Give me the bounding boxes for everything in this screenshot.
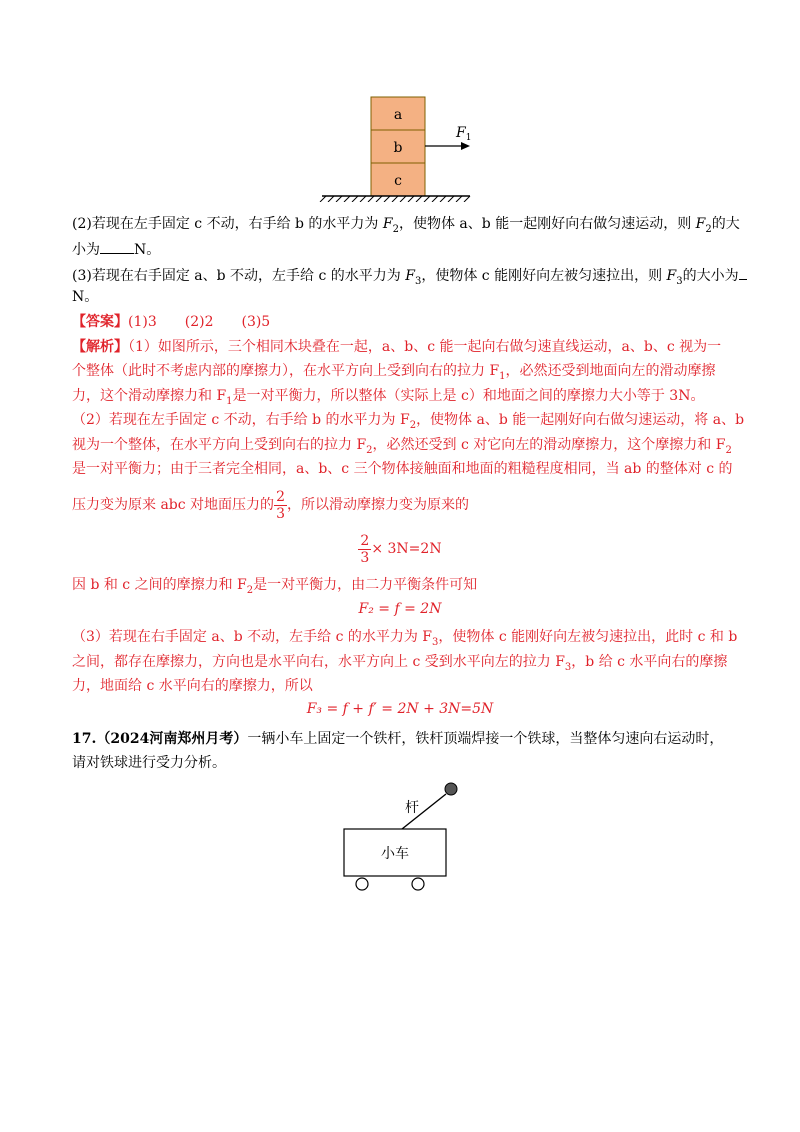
analysis-line6: 是一对平衡力；由于三者完全相同，a、b、c 三个物体接触面和地面的粗糙程度相同，当 ab 的整体对 c 的 (72, 461, 733, 477)
equation-1: $\frac{2}{3}$ × 3N=2N (360, 532, 442, 566)
answer-line (72, 312, 270, 332)
analysis-label: 【解析】 (72, 339, 128, 355)
answer-blank-3 (739, 265, 747, 280)
wheel-left (356, 878, 368, 890)
question-2-line1: (2)若现在左手固定 c 不动，右手给 b 的水平力为 $F_2$，使物体 a、b 能一起刚好向右做匀速运动，则 $F_2$的大 (72, 216, 740, 235)
block-a-label: a (393, 107, 403, 123)
svg-text:F1 (455, 125, 471, 143)
cart-figure (330, 774, 470, 894)
block-b-label: b (393, 140, 403, 156)
analysis-line10: 之间，都存在摩擦力，方向也是水平向右，水平方向上 c 受到水平向左的拉力 $F_3$，b 给 c 水平向右的摩擦 (72, 654, 728, 673)
rod-label: 杆 (405, 800, 419, 816)
stacked-blocks-figure (318, 90, 488, 202)
answer-blank-2 (100, 239, 134, 254)
force-sub: 1 (465, 133, 472, 143)
answer-label: 【答案】 (72, 314, 128, 330)
question-number: 17. (72, 731, 97, 747)
analysis-line4: （2）若现在左手固定 c 不动，右手给 b 的水平力为 $F_2$，使物体 a、b 能一起刚好向右做匀速运动，将 a、b (72, 412, 745, 431)
analysis-line9: （3）若现在右手固定 a、b 不动，左手给 c 的水平力为 $F_3$，使物体 c 能刚好向左被匀速拉出，此时 c 和 b (72, 629, 738, 648)
answer-text: (1)3 (2)2 (3)5 (128, 314, 271, 330)
analysis-line1: 【解析】（1）如图所示，三个相同木块叠在一起，a、b、c 能一起向右做匀速直线运动，a、b、c 视为一 (72, 339, 722, 355)
ground-hatch (320, 196, 470, 202)
analysis-line3: 力，这个滑动摩擦力和 $F_1$是一对平衡力，所以整体（实际上是 c）和地面之间的摩擦力大小等于 3N。 (72, 388, 705, 407)
question-17-line1: 17.（2024河南郑州月考）一辆小车上固定一个铁杆，铁杆顶端焊接一个铁球，当整体匀速向右运动时， (72, 731, 724, 747)
block-c-label: c (394, 173, 402, 189)
cart-label: 小车 (381, 846, 409, 862)
analysis-line11: 力，地面给 c 水平向右的摩擦力，所以 (72, 678, 313, 694)
question-source: （2024河南郑州月考） (96, 731, 248, 747)
question-3-line2: N。 (72, 289, 99, 305)
question-2-line2: 小为 N。 (72, 239, 160, 260)
equation-2: F₂ = f = 2N (358, 601, 442, 617)
analysis-line5: 视为一个整体，在水平方向上受到向右的拉力 $F_2$，必然还受到 c 对它向左的滑动摩擦力，这个摩擦力和 $F_2$ (72, 437, 732, 456)
analysis-line2: 个整体（此时不考虑内部的摩擦力），在水平方向上受到向右的拉力 $F_1$，必然还受到地面向左的滑动摩擦 (72, 363, 716, 382)
force-arrowhead (461, 142, 470, 150)
wheel-right (412, 878, 424, 890)
question-17-line2: 请对铁球进行受力分析。 (72, 755, 226, 771)
analysis-line7: 压力变为原来 abc 对地面压力的 $\frac{2}{3}$ ，所以滑动摩擦力变为原来的 (72, 488, 469, 522)
equation-3: F₃ = f + f′ = 2N + 3N=5N (306, 701, 494, 717)
force-label: F (456, 125, 466, 141)
iron-ball (445, 783, 457, 795)
analysis-line8: 因 b 和 c 之间的摩擦力和 $F_2$是一对平衡力，由二力平衡条件可知 (72, 577, 478, 596)
fraction-two-thirds: $\frac{2}{3}$ (276, 488, 285, 522)
question-3-line1: (3)若现在右手固定 a、b 不动，左手给 c 的水平力为 $F_3$，使物体 c 能刚好向左被匀速拉出，则 $F_3$的大小为 (72, 265, 747, 292)
